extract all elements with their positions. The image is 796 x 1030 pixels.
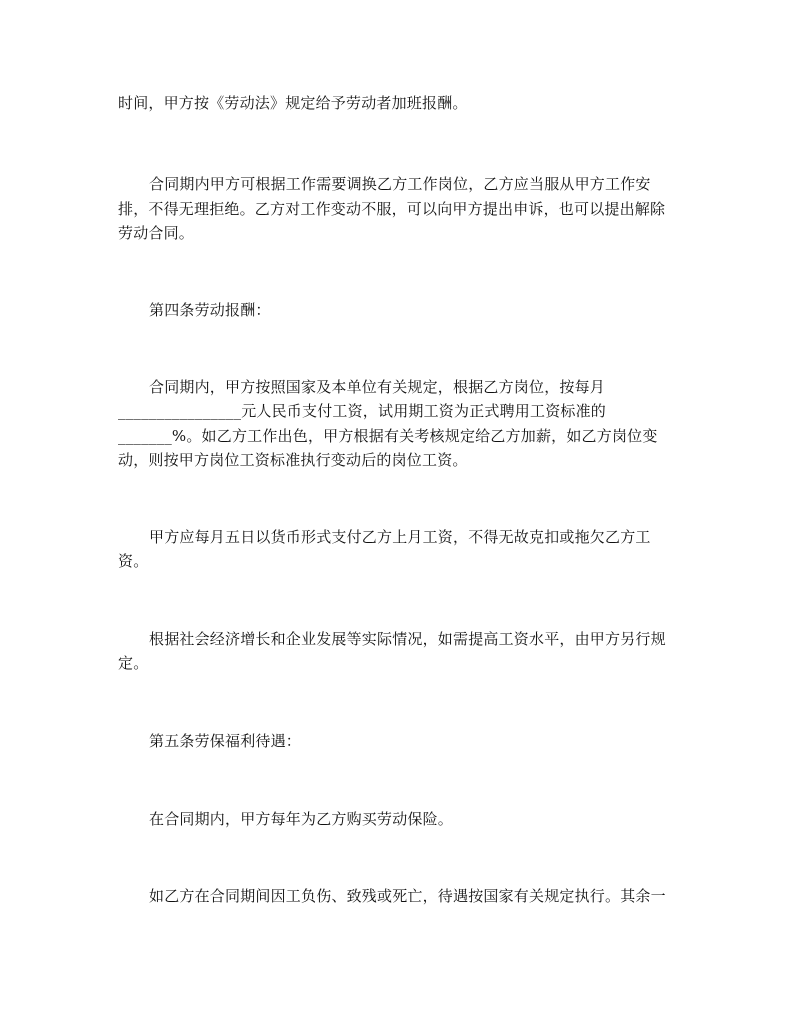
- text-line: 甲方应每月五日以货币形式支付乙方上月工资，不得无故克扣或拖欠乙方工: [149, 528, 651, 546]
- text-line: 动，则按甲方岗位工资标准执行变动后的岗位工资。: [118, 451, 468, 469]
- text-line: _______%。如乙方工作出色，甲方根据有关考核规定给乙方加薪，如乙方岗位变: [118, 427, 658, 445]
- section-heading: 第四条劳动报酬：: [149, 301, 271, 319]
- text-line: 排，不得无理拒绝。乙方对工作变动不服，可以向甲方提出申诉，也可以提出解除: [118, 200, 666, 218]
- text-line: 合同期内甲方可根据工作需要调换乙方工作岗位，乙方应当服从甲方工作安: [149, 175, 651, 193]
- text-line: 时间，甲方按《劳动法》规定给予劳动者加班报酬。: [118, 94, 468, 112]
- text-line: ________________元人民币支付工资，试用期工资为正式聘用工资标准的: [118, 402, 607, 420]
- text-line: 定。: [118, 654, 149, 672]
- text-line: 根据社会经济增长和企业发展等实际情况，如需提高工资水平，由甲方另行规: [149, 630, 666, 648]
- text-line: 在合同期内，甲方每年为乙方购买劳动保险。: [149, 810, 454, 828]
- section-heading: 第五条劳保福利待遇：: [149, 732, 302, 750]
- text-line: 资。: [118, 552, 149, 570]
- text-line: 合同期内，甲方按照国家及本单位有关规定，根据乙方岗位，按每月: [149, 378, 606, 396]
- text-line: 劳动合同。: [118, 224, 195, 242]
- text-line: 如乙方在合同期间因工负伤、致残或死亡，待遇按国家有关规定执行。其余一: [149, 887, 666, 905]
